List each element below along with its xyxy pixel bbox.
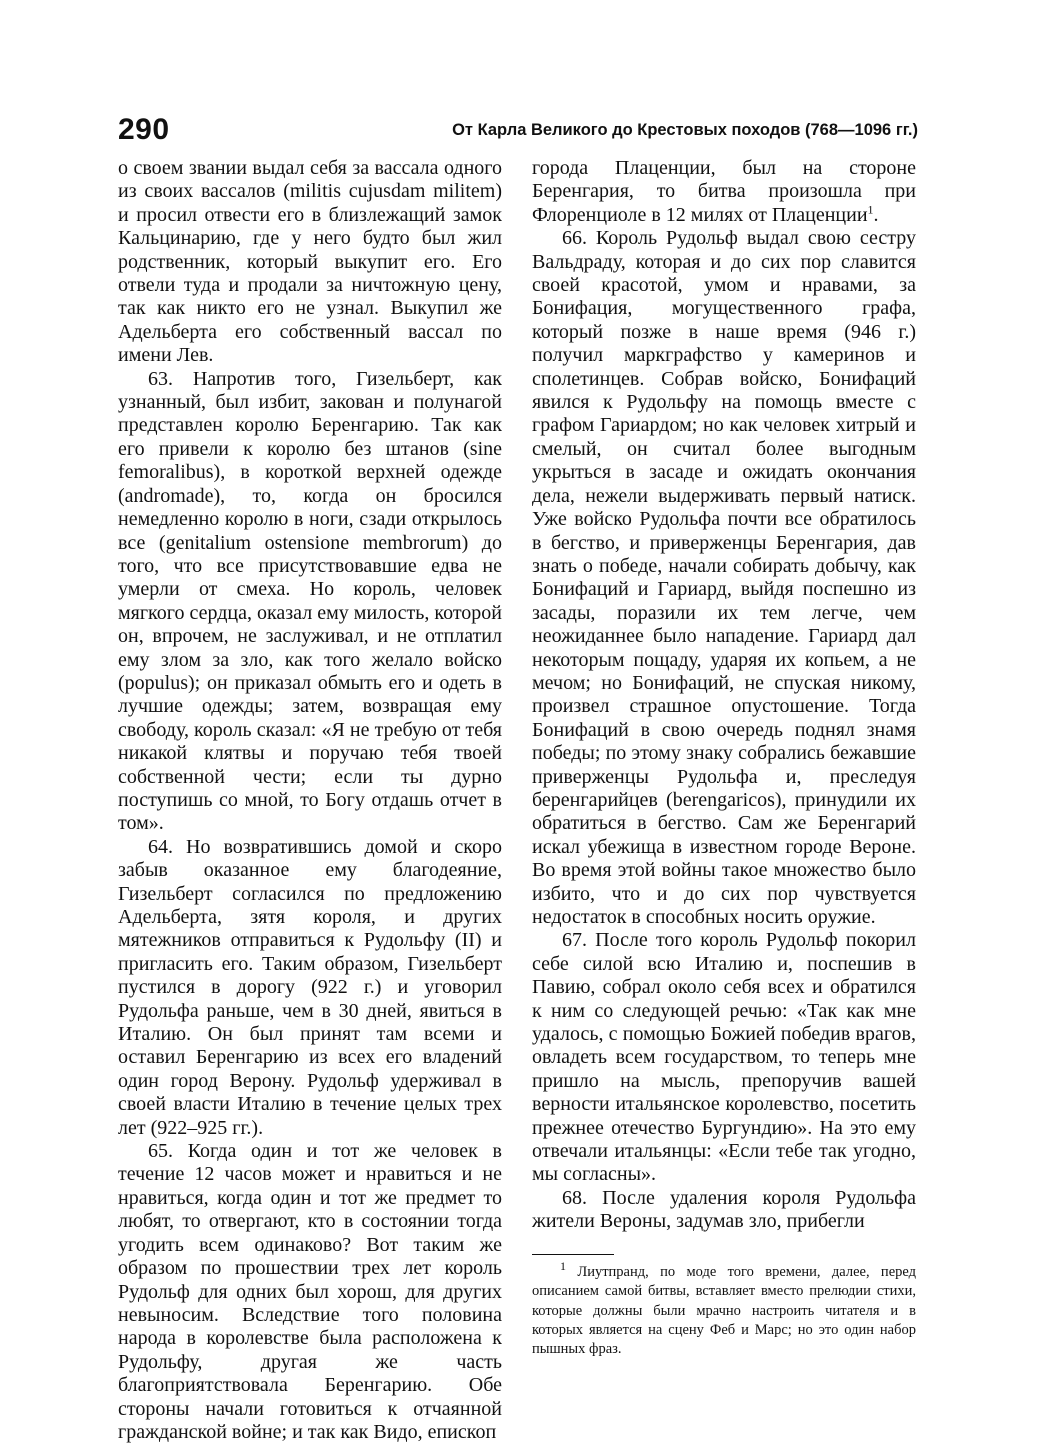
footnote-reference[interactable]: 1: [867, 202, 874, 217]
paragraph-68: 68. После удаления короля Рудольфа жители Вероны, задумав зло, прибегли: [532, 1186, 916, 1233]
paragraph-66: 66. Король Рудольф выдал свою сестру Вальдраду, которая и до сих пор славится своей красотой, умом и нравами, за Бонифация, могущественного графа, который позже в наше время (946 г.) получил маркграфство у камеринов и сполетинцев. Собрав войско, Бонифаций явился к Рудольфу на помощь вместе с графом Гариардом; но как человек хитрый и смелый, он считал более выгодным укрыться в засаде и ожидать окончания дела, нежели выдерживать первый натиск. Уже войско Рудольфа почти все обратилось в бегство, и приверженцы Беренгария, дав знать о победе, начали собирать добычу, как Бонифаций и Гариард, выйдя поспешно из засады, поразили их тем легче, чем неожиданнее было нападение. Гариард дал некоторым пощаду, ударяя их копьем, а не мечом; но Бонифаций, не спуская никому, произвел страшное опустошение. Тогда Бонифаций в свою очередь поднял знамя победы; по этому знаку собрались бежавшие приверженцы Рудольфа и, преследуя беренгарийцев (berengaricos), принудили их обратиться в бегство. Сам же Беренгарий искал убежища в известном городе Вероне. Во время этой войны такое множество было избито, что и до сих пор чувствуется недостаток в способных носить оружие.: [532, 227, 916, 928]
footnote-text: Лиутпранд, по моде того времени, далее, перед описанием самой битвы, вставляет вместо прелюдии стихи, которые должны были мрачно настроить читателя и в которых является на сцену Феб и Марс; но это один набор пышных фраз.: [532, 1263, 916, 1358]
footnote: [532, 1258, 916, 1360]
paragraph-67: 67. После того король Рудольф покорил себе силой всю Италию и, поспешив в Павию, собрал около себя всех и обратился к ним со следующей речью: «Так как мне удалось, с помощью Божией победив врагов, овладеть всем государством, то теперь мне пришло на мысль, препоручив вашей верности итальянское королевство, посетить прежнее отечество Бургундию». На это ему отвечали итальянцы: «Если тебе так угодно, мы согласны».: [532, 929, 916, 1186]
page-number: 290: [118, 113, 170, 146]
paragraph-63: 63. Напротив того, Гизельберт, как узнанный, был избит, закован и полунагой представлен королю Беренгарию. Так как его привели к королю без штанов (sine femoralibus), в короткой верхней одежде (andromade), то, когда он бросился немедленно королю в ноги, сзади открылось все (genitalium ostensione membrorum) до того, что все присутствовавшие едва не умерли от смеха. Но король, человек мягкого сердца, оказал ему милость, которой он, впрочем, не заслуживал, и не отплатил ему злом за зло, как того желало войско (populus); он приказал обмыть его и одеть в лучшие одежды; затем, возвращая ему свободу, король сказал: «Я не требую от тебя никакой клятвы и поручаю тебя твоей собственной чести; если ты дурно поступишь со мной, то Богу отдашь отчет в том».: [118, 367, 502, 835]
footnote-marker: 1: [560, 1258, 566, 1273]
right-column: [532, 157, 916, 1360]
paragraph-65-tail: .: [873, 203, 879, 226]
page-header: [118, 112, 918, 152]
paragraph-65-continued: [532, 157, 916, 227]
left-column: [118, 157, 502, 1444]
paragraph-65-text: города Плаценции, был на стороне Беренгария, то битва произошла при Флоренциоле в 12 милях от Плаценции: [532, 157, 916, 226]
paragraph-65: 65. Когда один и тот же человек в течение 12 часов может и нравиться и не нравиться, когда один и тот же предмет то любят, то отвергают, кто в состоянии тогда угодить всем одинаково? Вот таким же образом по прошествии трех лет король Рудольф для одних был хорош, для других невыносим. Вследствие того половина народа в королевстве была расположена к Рудольфу, другая же часть благоприятствовала Беренгарию. Обе стороны начали готовиться к отчаянной гражданской войне; и так как Видо, епископ: [118, 1140, 502, 1443]
footnote-divider: [532, 1254, 614, 1255]
paragraph-64: 64. Но возвратившись домой и скоро забыв оказанное ему благодеяние, Гизельберт согласился по предложению Адельберта, зятя короля, и других мятежников отправиться к Рудольфу (II) и пригласить его. Таким образом, Гизельберт пустился в дорогу (922 г.) и уговорил Рудольфа раньше, чем в 30 дней, явиться в Италию. Он был принят там всеми и оставил Беренгарию из всех его владений один город Верону. Рудольф удерживал в своей власти Италию в течение целых трех лет (922–925 гг.).: [118, 835, 502, 1139]
running-title: От Карла Великого до Крестовых походов (768—1096 гг.): [452, 121, 918, 139]
paragraph-continued: о своем звании выдал себя за вассала одного из своих вассалов (militis cujusdam militem) и просил отвести его в близлежащий замок Кальцинарию, где у него будто был жил родственник, который выкупит его. Его отвели туда и продали за ничтожную цену, так как никто его не узнал. Выкупил же Адельберта его собственный вассал по имени Лев.: [118, 157, 502, 367]
